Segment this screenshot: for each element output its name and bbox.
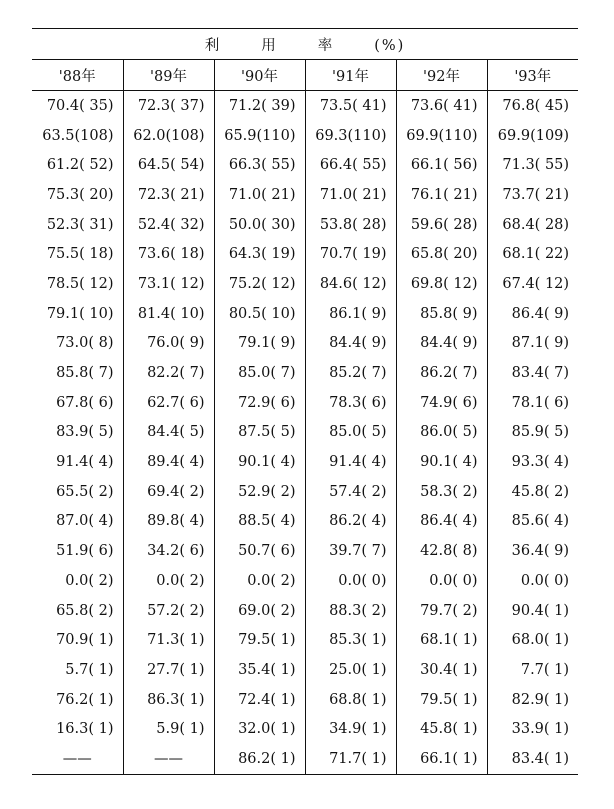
table-cell: 75.3( 20) — [46, 186, 114, 203]
table-cell: 66.3( 55) — [214, 150, 305, 180]
table-cell: 65.8( 20) — [396, 239, 487, 269]
table-cell: 62.7( 6) — [123, 388, 214, 418]
table-cell: 50.7( 6) — [214, 536, 305, 566]
table-cell: 72.9( 6) — [214, 388, 305, 418]
table-row — [32, 150, 578, 180]
table-row — [32, 121, 578, 151]
table-cell: 59.6( 28) — [396, 210, 487, 240]
table-cell: 25.0( 1) — [305, 655, 396, 685]
table-cell: 85.6( 4) — [487, 507, 578, 537]
table-row — [32, 685, 578, 715]
table-cell: 88.5( 4) — [214, 507, 305, 537]
table-cell: 39.7( 7) — [305, 536, 396, 566]
table-row — [32, 566, 578, 596]
table-cell: 45.8( 2) — [487, 477, 578, 507]
table-cell: 79.5( 1) — [396, 685, 487, 715]
year-header: '92年 — [396, 60, 487, 91]
table-cell: 76.2( 1) — [56, 691, 114, 708]
table-cell: 68.1( 1) — [396, 625, 487, 655]
table-cell: 67.8( 6) — [56, 394, 114, 411]
table-cell: 0.0( 0) — [487, 566, 578, 596]
table-cell: 82.2( 7) — [123, 358, 214, 388]
table-cell: 65.9(110) — [214, 121, 305, 151]
table-cell: 65.8( 2) — [56, 602, 114, 619]
table-row — [32, 358, 578, 388]
table-cell: 27.7( 1) — [123, 655, 214, 685]
table-cell: 72.3( 21) — [123, 180, 214, 210]
year-header: '91年 — [305, 60, 396, 91]
table-title-row — [32, 29, 578, 60]
table-cell: 53.8( 28) — [305, 210, 396, 240]
table-row — [32, 625, 578, 655]
table-cell: 73.0( 8) — [56, 335, 114, 352]
table-cell: 34.2( 6) — [123, 536, 214, 566]
table-cell: 68.1( 22) — [487, 239, 578, 269]
table-cell: 64.5( 54) — [123, 150, 214, 180]
table-cell: 69.3(110) — [305, 121, 396, 151]
table-cell: 86.4( 4) — [396, 507, 487, 537]
table-cell: 90.1( 4) — [214, 447, 305, 477]
table-cell: 36.4( 9) — [487, 536, 578, 566]
title-unit: (%) — [374, 37, 406, 54]
table-cell: 69.9(109) — [487, 121, 578, 151]
table-cell: 86.3( 1) — [123, 685, 214, 715]
table-cell: 90.1( 4) — [396, 447, 487, 477]
table-body — [32, 91, 578, 775]
table-row — [32, 596, 578, 626]
table-cell: 87.1( 9) — [487, 329, 578, 359]
table-cell: 71.3( 1) — [123, 625, 214, 655]
table-cell: 73.5( 41) — [305, 91, 396, 121]
table-cell: 0.0( 2) — [65, 572, 114, 589]
table-cell: 76.8( 45) — [487, 91, 578, 121]
table-cell: 82.9( 1) — [487, 685, 578, 715]
table-cell: 84.4( 5) — [123, 418, 214, 448]
table-row — [32, 329, 578, 359]
table-cell: 7.7( 1) — [487, 655, 578, 685]
table-cell: 32.0( 1) — [214, 714, 305, 744]
table-cell: 79.1( 9) — [214, 329, 305, 359]
table-row — [32, 239, 578, 269]
table-cell: 91.4( 4) — [305, 447, 396, 477]
table-cell: 50.0( 30) — [214, 210, 305, 240]
table-row — [32, 210, 578, 240]
utilization-table — [32, 28, 578, 775]
table-cell: 78.5( 12) — [46, 275, 114, 292]
table-cell: 0.0( 0) — [396, 566, 487, 596]
table-cell: 83.9( 5) — [56, 424, 114, 441]
title-char-2: 用 — [261, 37, 278, 54]
table-row — [32, 418, 578, 448]
table-cell: 58.3( 2) — [396, 477, 487, 507]
table-cell: 85.8( 7) — [56, 365, 114, 382]
table-cell: 78.1( 6) — [487, 388, 578, 418]
table-cell: 67.4( 12) — [487, 269, 578, 299]
table-cell: 62.0(108) — [123, 121, 214, 151]
table-cell: 68.4( 28) — [487, 210, 578, 240]
table-cell: 85.8( 9) — [396, 299, 487, 329]
table-cell: 64.3( 19) — [214, 239, 305, 269]
table-cell: 78.3( 6) — [305, 388, 396, 418]
table-cell: 16.3( 1) — [56, 721, 114, 738]
year-header: '90年 — [214, 60, 305, 91]
table-cell: 66.1( 1) — [396, 744, 487, 774]
table-cell: 83.4( 7) — [487, 358, 578, 388]
table-cell: 71.7( 1) — [305, 744, 396, 774]
table-cell: 72.3( 37) — [123, 91, 214, 121]
table-cell: 71.0( 21) — [214, 180, 305, 210]
table-cell: 65.5( 2) — [56, 483, 114, 500]
table-cell: 86.0( 5) — [396, 418, 487, 448]
table-cell: —— — [123, 744, 214, 774]
table-cell: 61.2( 52) — [46, 157, 114, 174]
table-cell: 73.1( 12) — [123, 269, 214, 299]
table-cell: 73.6( 18) — [123, 239, 214, 269]
table-cell: —— — [32, 744, 123, 774]
table-row — [32, 744, 578, 774]
table-cell: 87.0( 4) — [56, 513, 114, 530]
table-cell: 69.4( 2) — [123, 477, 214, 507]
table-cell: 85.3( 1) — [305, 625, 396, 655]
table-cell: 66.4( 55) — [305, 150, 396, 180]
table-cell: 79.5( 1) — [214, 625, 305, 655]
table-row — [32, 507, 578, 537]
table-cell: 70.9( 1) — [56, 632, 114, 649]
table-row — [32, 180, 578, 210]
table-row — [32, 447, 578, 477]
table-cell: 71.3( 55) — [487, 150, 578, 180]
table-cell: 89.8( 4) — [123, 507, 214, 537]
table-cell: 71.0( 21) — [305, 180, 396, 210]
table-row — [32, 299, 578, 329]
table-cell: 70.7( 19) — [305, 239, 396, 269]
table-cell: 34.9( 1) — [305, 714, 396, 744]
table-cell: 83.4( 1) — [487, 744, 578, 774]
table-cell: 76.0( 9) — [123, 329, 214, 359]
table-cell: 84.4( 9) — [305, 329, 396, 359]
table-cell: 33.9( 1) — [487, 714, 578, 744]
table-cell: 91.4( 4) — [56, 454, 114, 471]
table-cell: 75.2( 12) — [214, 269, 305, 299]
table-cell: 0.0( 2) — [214, 566, 305, 596]
table-row — [32, 388, 578, 418]
table-cell: 68.8( 1) — [305, 685, 396, 715]
table-cell: 79.7( 2) — [396, 596, 487, 626]
table-cell: 86.2( 1) — [214, 744, 305, 774]
table-cell: 93.3( 4) — [487, 447, 578, 477]
title-char-3: 率 — [317, 37, 335, 54]
table-cell: 69.0( 2) — [214, 596, 305, 626]
year-header: '89年 — [123, 60, 214, 91]
table-cell: 63.5(108) — [42, 127, 114, 144]
table-row — [32, 714, 578, 744]
table-row — [32, 655, 578, 685]
table-cell: 0.0( 0) — [305, 566, 396, 596]
table-cell: 85.0( 5) — [305, 418, 396, 448]
table-cell: 85.9( 5) — [487, 418, 578, 448]
table-cell: 80.5( 10) — [214, 299, 305, 329]
table-cell: 84.6( 12) — [305, 269, 396, 299]
table-cell: 90.4( 1) — [487, 596, 578, 626]
table-cell: 70.4( 35) — [46, 97, 114, 114]
table-cell: 76.1( 21) — [396, 180, 487, 210]
table-cell: 52.4( 32) — [123, 210, 214, 240]
table-cell: 51.9( 6) — [56, 543, 114, 560]
table-cell: 57.4( 2) — [305, 477, 396, 507]
table-cell: 71.2( 39) — [214, 91, 305, 121]
table-cell: 69.9(110) — [396, 121, 487, 151]
table-cell: 5.7( 1) — [65, 661, 114, 678]
table-cell: 84.4( 9) — [396, 329, 487, 359]
table-cell: 75.5( 18) — [46, 246, 114, 263]
table-cell: 88.3( 2) — [305, 596, 396, 626]
table-cell: 86.2( 7) — [396, 358, 487, 388]
title-char-1: 利 — [204, 37, 222, 54]
table-cell: 85.2( 7) — [305, 358, 396, 388]
table-cell: 86.2( 4) — [305, 507, 396, 537]
table-row — [32, 477, 578, 507]
year-header: '88年 — [32, 60, 123, 91]
table-cell: 52.3( 31) — [46, 216, 114, 233]
table-cell: 89.4( 4) — [123, 447, 214, 477]
table-cell: 85.0( 7) — [214, 358, 305, 388]
table-cell: 0.0( 2) — [123, 566, 214, 596]
table-cell: 68.0( 1) — [487, 625, 578, 655]
table-title — [32, 29, 578, 60]
table-cell: 73.7( 21) — [487, 180, 578, 210]
year-header-row — [32, 60, 578, 91]
table-cell: 69.8( 12) — [396, 269, 487, 299]
table-cell: 86.4( 9) — [487, 299, 578, 329]
table-cell: 73.6( 41) — [396, 91, 487, 121]
table-cell: 5.9( 1) — [123, 714, 214, 744]
table-cell: 45.8( 1) — [396, 714, 487, 744]
table-cell: 42.8( 8) — [396, 536, 487, 566]
table-cell: 52.9( 2) — [214, 477, 305, 507]
table-cell: 81.4( 10) — [123, 299, 214, 329]
table-cell: 30.4( 1) — [396, 655, 487, 685]
table-cell: 86.1( 9) — [305, 299, 396, 329]
table-row — [32, 536, 578, 566]
table-cell: 79.1( 10) — [46, 305, 114, 322]
year-header: '93年 — [487, 60, 578, 91]
table-row — [32, 269, 578, 299]
table-cell: 57.2( 2) — [123, 596, 214, 626]
table-row — [32, 91, 578, 121]
table-cell: 72.4( 1) — [214, 685, 305, 715]
table-cell: 35.4( 1) — [214, 655, 305, 685]
table-cell: 66.1( 56) — [396, 150, 487, 180]
table-cell: 87.5( 5) — [214, 418, 305, 448]
table-cell: 74.9( 6) — [396, 388, 487, 418]
